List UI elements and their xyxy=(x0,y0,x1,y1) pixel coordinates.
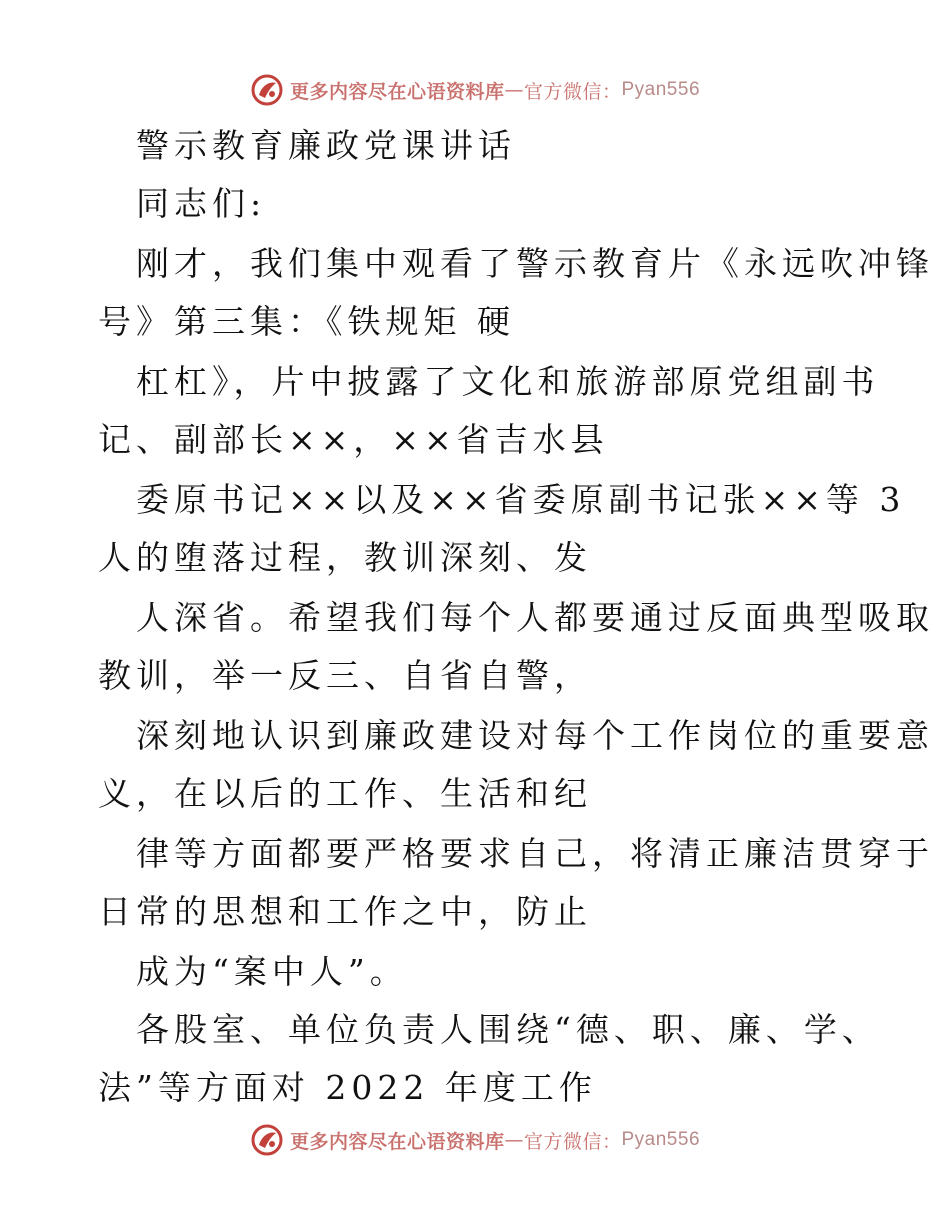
document-line: 记、副部长××，××省吉水县 xyxy=(98,420,609,459)
watermark-wechat-id: Pyan556 xyxy=(621,1129,701,1150)
header-watermark xyxy=(0,70,950,110)
document-line: 刚才，我们集中观看了警示教育片《永远吹冲锋 xyxy=(136,244,934,283)
document-line: 成为“案中人”。 xyxy=(136,952,408,991)
document-line: 义，在以后的工作、生活和纪 xyxy=(98,774,592,813)
watermark-separator: — xyxy=(504,79,524,101)
watermark-main-text: 更多内容尽在心语资料库 xyxy=(289,1130,505,1153)
document-line: 法”等方面对 2022 年度工作 xyxy=(98,1068,597,1107)
watermark-official-label: 官方微信： xyxy=(523,80,622,103)
watermark-separator: — xyxy=(504,1129,524,1151)
document-line: 杠杠》，片中披露了文化和旅游部原党组副书 xyxy=(136,362,880,401)
document-line: 律等方面都要严格要求自己，将清正廉洁贯穿于 xyxy=(136,834,934,873)
document-line: 人的堕落过程，教训深刻、发 xyxy=(98,538,592,577)
logo-icon xyxy=(250,73,284,107)
document-line: 号》第三集：《铁规矩 硬 xyxy=(98,302,515,341)
document-line: 同志们: xyxy=(136,184,267,223)
document-line: 人深省。希望我们每个人都要通过反面典型吸取 xyxy=(136,598,934,637)
watermark-wechat-id: Pyan556 xyxy=(621,79,701,100)
watermark-main-text: 更多内容尽在心语资料库 xyxy=(289,80,505,103)
document-line: 教训，举一反三、自省自警， xyxy=(98,656,592,695)
document-line: 日常的思想和工作之中，防止 xyxy=(98,892,592,931)
document-line: 深刻地认识到廉政建设对每个工作岗位的重要意 xyxy=(136,716,934,755)
document-title: 警示教育廉政党课讲话 xyxy=(136,126,516,165)
watermark-official-label: 官方微信： xyxy=(523,1130,622,1153)
document-line: 各股室、单位负责人围绕“德、职、廉、学、 xyxy=(136,1010,880,1049)
footer-watermark xyxy=(0,1120,950,1160)
document-line: 委原书记××以及××省委原副书记张××等 3 xyxy=(136,480,906,519)
logo-icon xyxy=(250,1123,284,1157)
